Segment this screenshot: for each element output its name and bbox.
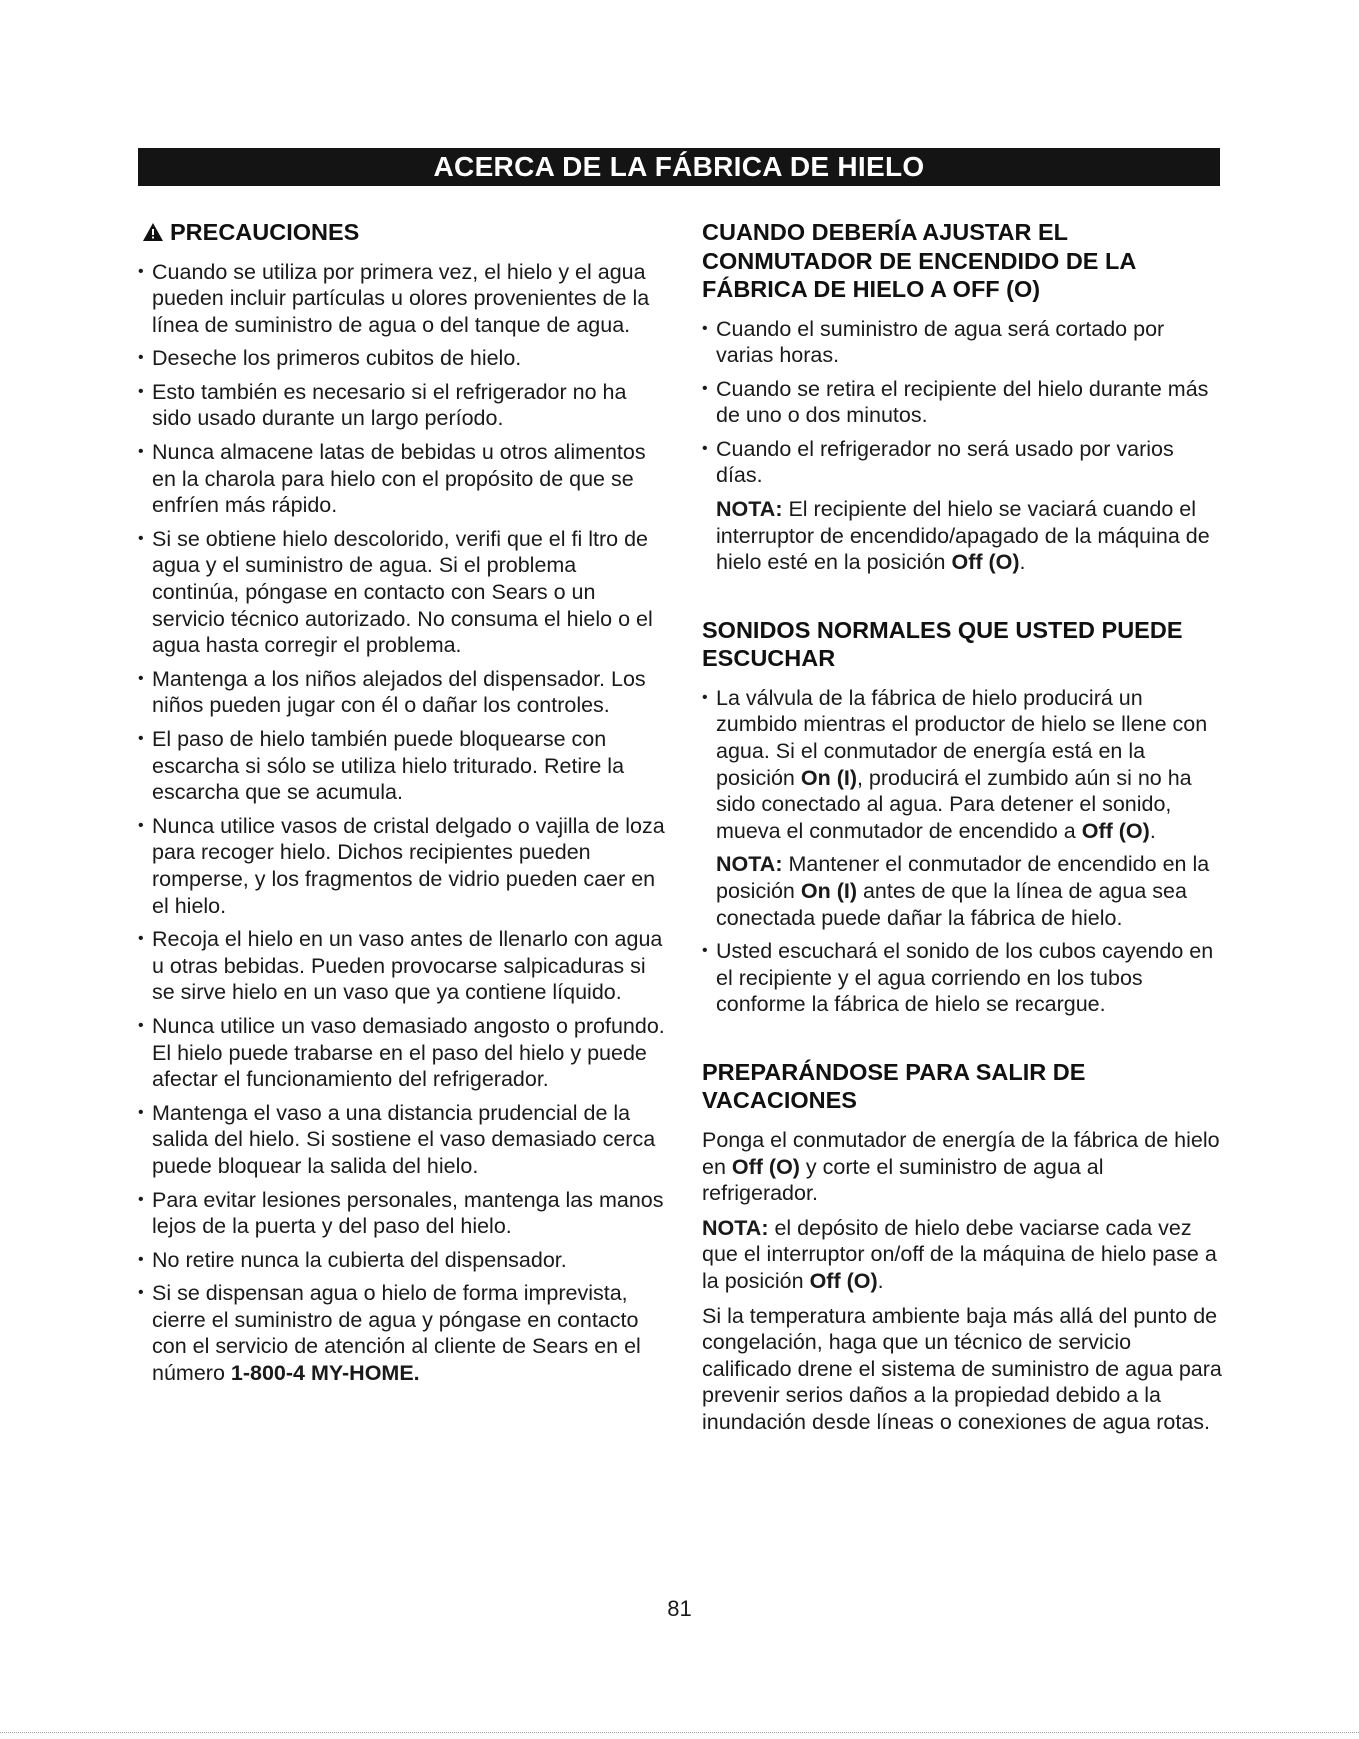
list-item-text: La válvula de la fábrica de hielo producirá un zumbido mientras el productor de hielo se llene con agua. Si el conmutador de energía está en la posición — [716, 685, 1208, 790]
info-column — [702, 218, 1224, 1444]
on-label: On (I) — [800, 765, 857, 790]
note-text: el depósito de hielo debe vaciarse cada vez que el interruptor on/off de la máquina de hielo pase a la posición — [702, 1215, 1217, 1293]
list-item: • Nunca utilice un vaso demasiado angosto o profundo. El hielo puede trabarse en el paso del hielo y puede afectar el funcionamiento del refrigerador. — [138, 1013, 668, 1093]
freezing-paragraph: Si la temperatura ambiente baja más allá del punto de congelación, haga que un técnico de servicio calificado drene el sistema de suministro de agua para prevenir serios daños a la propiedad debido a la inundación desde líneas o conexiones de agua rotas. — [702, 1303, 1222, 1434]
list-item: • Esto también es necesario si el refrigerador no ha sido usado durante un largo período. — [138, 379, 668, 432]
vacation-note — [702, 1215, 1224, 1295]
page-number: 81 — [667, 1596, 692, 1621]
paragraph-text: y corte el suministro de agua al refrigerador. — [702, 1154, 1104, 1206]
list-item: • El paso de hielo también puede bloquearse con escarcha si sólo se utiliza hielo triturado. Retire la escarcha que se acumula. — [138, 726, 668, 806]
list-item: • Nunca almacene latas de bebidas u otros alimentos en la charola para hielo con el propósito de que se enfríen más rápido. — [138, 439, 668, 519]
off-label: Off (O) — [809, 1268, 878, 1293]
list-item: • Mantenga el vaso a una distancia prudencial de la salida del hielo. Si sostiene el vaso demasiado cerca puede bloquear la salida del hielo. — [138, 1100, 668, 1180]
sounds-note — [702, 851, 1224, 931]
list-item: • Nunca utilice vasos de cristal delgado o vajilla de loza para recoger hielo. Dichos recipientes pueden romperse, y los fragmentos de vidrio pueden caer en el hielo. — [138, 813, 668, 919]
list-item — [138, 1280, 668, 1386]
note-label: NOTA: — [716, 497, 783, 522]
paragraph-text: Ponga el conmutador de energía de la fábrica de hielo en — [702, 1127, 1220, 1179]
list-item: • Cuando se utiliza por primera vez, el hielo y el agua pueden incluir partículas u olores provenientes de la línea de suministro de agua o del tanque de agua. — [138, 259, 668, 339]
precautions-heading-text: PRECAUCIONES — [170, 219, 360, 245]
list-item: • Mantenga a los niños alejados del dispensador. Los niños pueden jugar con él o dañar los controles. — [138, 666, 668, 719]
note-end: . — [1019, 550, 1026, 575]
off-switch-list — [702, 316, 1224, 490]
normal-sounds-heading: SONIDOS NORMALES QUE USTED PUEDE ESCUCHAR — [702, 616, 1183, 672]
list-item: • Recoja el hielo en un vaso antes de llenarlo con agua u otras bebidas. Pueden provocarse salpicaduras si se sirve hielo en un vaso que ya contiene líquido. — [138, 926, 668, 1006]
list-item: • Para evitar lesiones personales, mantenga las manos lejos de la puerta y del paso del hielo. — [138, 1187, 668, 1240]
list-item — [702, 685, 1224, 845]
list-item: • Cuando el suministro de agua será cortado por varias horas. — [702, 316, 1224, 369]
note-end: . — [877, 1268, 884, 1293]
page-edge-divider — [0, 1732, 1359, 1734]
list-item: • Cuando el refrigerador no será usado por varios días. — [702, 436, 1224, 489]
vacation-paragraph — [702, 1127, 1224, 1207]
list-item: • Deseche los primeros cubitos de hielo. — [138, 345, 668, 372]
sears-phone-number: 1-800-4 MY-HOME. — [230, 1361, 420, 1386]
list-item: • No retire nunca la cubierta del dispensador. — [138, 1247, 668, 1274]
section-banner: ACERCA DE LA FÁBRICA DE HIELO — [138, 148, 1220, 186]
off-switch-heading: CUANDO DEBERÍA AJUSTAR EL CONMUTADOR DE ENCENDIDO DE LA FÁBRICA DE HIELO A OFF (O) — [702, 219, 1136, 302]
note-text: El recipiente del hielo se vaciará cuando el interruptor de encendido/apagado de la máquina de hielo esté en la posición — [716, 497, 1210, 575]
list-item: • Si se obtiene hielo descolorido, verifi que el fi ltro de agua y el suministro de agua. Si el problema continúa, póngase en contacto con Sears o un servicio técnico autorizado. No consuma el hielo o el agua hasta corregir el problema. — [138, 526, 668, 659]
precautions-list — [138, 259, 668, 1387]
vacation-heading: PREPARÁNDOSE PARA SALIR DE VACACIONES — [702, 1058, 1086, 1114]
note-text: antes de que la línea de agua sea conectada puede dañar la fábrica de hielo. — [716, 879, 1187, 930]
list-item-text: Si se dispensan agua o hielo de forma imprevista, cierre el suministro de agua y póngase en contacto con el servicio de atención al cliente de Sears en el número — [152, 1281, 641, 1386]
list-item-text: , producirá el zumbido aún si no ha sido conectado al agua. Para detener el sonido, mueva el conmutador de encendido a — [716, 765, 1192, 843]
note-text: Mantener el conmutador de encendido en la posición — [716, 852, 1210, 903]
off-label: Off (O) — [731, 1154, 800, 1179]
normal-sounds-list-2 — [702, 938, 1224, 1018]
warning-triangle-icon — [142, 222, 164, 242]
note-label: NOTA: — [702, 1215, 769, 1240]
on-label: On (I) — [800, 879, 857, 903]
off-switch-note — [702, 496, 1224, 576]
list-item-end: . — [1149, 818, 1156, 843]
precautions-heading — [138, 218, 668, 247]
off-label: Off (O) — [1081, 818, 1150, 843]
note-bold: Off (O) — [951, 550, 1020, 575]
list-item: • Usted escuchará el sonido de los cubos cayendo en el recipiente y el agua corriendo en los tubos conforme la fábrica de hielo se recargue. — [702, 938, 1224, 1018]
normal-sounds-list — [702, 685, 1224, 845]
precautions-column — [138, 218, 668, 1394]
note-label: NOTA: — [716, 852, 783, 877]
list-item: • Cuando se retira el recipiente del hielo durante más de uno o dos minutos. — [702, 376, 1224, 429]
